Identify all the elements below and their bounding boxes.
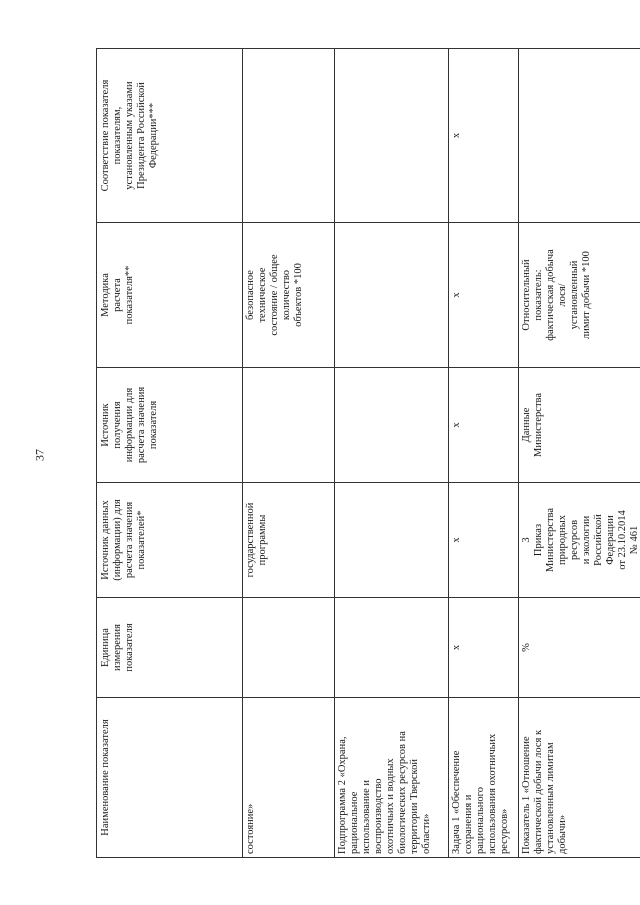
cell-method: Относительный показатель: фактическая добыча лося/ установленный лимит добычи *100	[519, 223, 640, 368]
header-method: Методика расчета показателя**	[97, 223, 243, 368]
cell-compliance	[243, 49, 335, 223]
header-data-source: Источник данных (информации) для расчета значения показателей*	[97, 483, 243, 598]
cell-info-source	[243, 368, 335, 483]
header-unit: Единица измерения показателя	[97, 598, 243, 698]
header-info-source: Источник получения информации для расчета значения показателя	[97, 368, 243, 483]
table-row	[243, 49, 335, 858]
cell-method: безопасное техническое состояние / общее количество объектов *100	[243, 223, 335, 368]
cell-name: Показатель 1 «Отношение фактической добычи лося к установленным лимитам добычи»	[519, 698, 640, 858]
table-row	[449, 49, 519, 858]
cell-method	[335, 223, 449, 368]
cell-unit	[243, 598, 335, 698]
cell-unit: %	[519, 598, 640, 698]
table-row	[335, 49, 449, 858]
page-number: 37	[32, 449, 47, 461]
rotated-table-container	[96, 49, 640, 858]
cell-compliance	[519, 49, 640, 223]
cell-source: 3 Приказ Министерства природных ресурсов и экологии Российской Федерации от 23.10.2014 № 461	[519, 483, 640, 598]
cell-source: x	[449, 483, 519, 598]
cell-compliance	[335, 49, 449, 223]
cell-info-source	[335, 368, 449, 483]
indicator-table	[96, 48, 640, 858]
cell-info-source: x	[449, 368, 519, 483]
cell-name: Подпрограмма 2 «Охрана, рациональное использование и воспроизводство охотничьих и водных биологических ресурсов на территории Тверской области»	[335, 698, 449, 858]
cell-source: государственной программы	[243, 483, 335, 598]
header-compliance: Соответствие показателя показателям, установленным указами Президента Российской Федерации***	[97, 49, 243, 223]
table-row	[519, 49, 640, 858]
cell-unit: x	[449, 598, 519, 698]
cell-source	[335, 483, 449, 598]
table-header-row	[97, 49, 243, 858]
cell-method: x	[449, 223, 519, 368]
cell-info-source: Данные Министерства	[519, 368, 640, 483]
cell-name: Задача 1 «Обеспечение сохранения и рационального использования охотничьих ресурсов»	[449, 698, 519, 858]
cell-compliance: x	[449, 49, 519, 223]
cell-name: состояние»	[243, 698, 335, 858]
header-indicator-name: Наименование показателя	[97, 698, 243, 858]
cell-unit	[335, 598, 449, 698]
